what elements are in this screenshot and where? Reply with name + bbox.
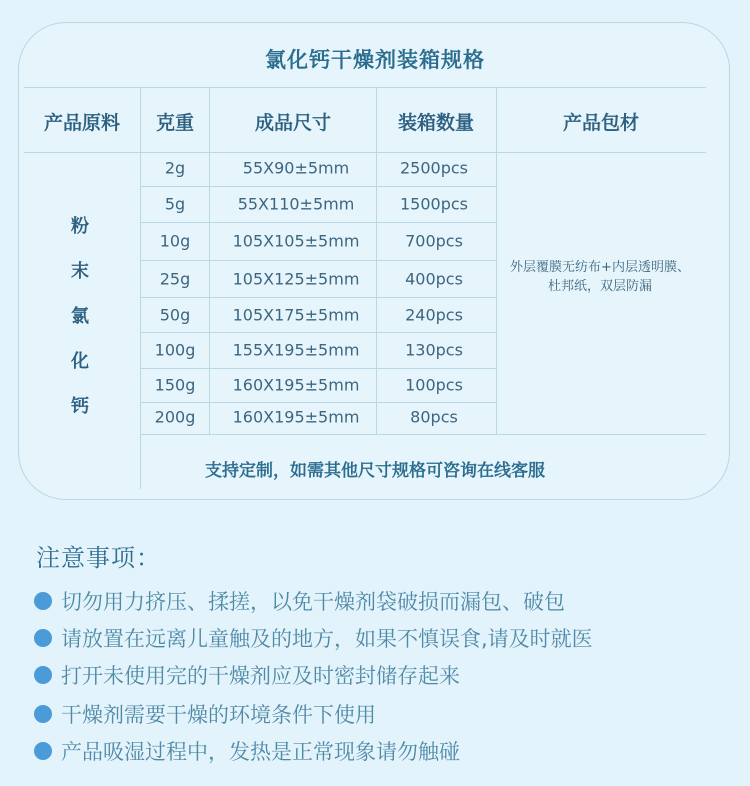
header-quantity: 装箱数量 (397, 112, 475, 134)
weight-cell: 150g (154, 375, 196, 395)
qty-cell: 700pcs (405, 231, 463, 251)
row-divider (140, 222, 496, 223)
raw-material-char: 化 (71, 351, 89, 372)
weight-cell: 5g (164, 194, 186, 214)
raw-material-char: 末 (71, 261, 89, 282)
table-bottom-border (140, 434, 706, 435)
packaging-line: 外层覆膜无纺布+内层透明膜、 (510, 260, 690, 275)
table-title: 氯化钙干燥剂装箱规格 (265, 48, 485, 72)
size-cell: 55X110±5mm (237, 194, 355, 214)
header-weight: 克重 (155, 112, 195, 134)
size-cell: 105X105±5mm (232, 231, 360, 251)
weight-cell: 50g (159, 305, 191, 325)
custom-service-note: 支持定制，如需其他尺寸规格可咨询在线客服 (205, 461, 545, 481)
bullet-icon (34, 592, 52, 610)
table-top-border (24, 87, 706, 88)
size-cell: 55X90±5mm (242, 158, 350, 178)
header-packaging: 产品包材 (562, 112, 640, 134)
header-size: 成品尺寸 (254, 112, 332, 134)
weight-cell: 25g (159, 269, 191, 289)
notes-title: 注意事项： (36, 544, 161, 572)
bullet-icon (34, 666, 52, 684)
header-raw-material: 产品原料 (43, 112, 121, 134)
raw-material-char: 氯 (71, 306, 89, 327)
note-item (34, 736, 460, 766)
qty-cell: 2500pcs (399, 158, 469, 178)
col-divider (140, 87, 141, 489)
qty-cell: 100pcs (405, 375, 463, 395)
packaging-cell (500, 258, 700, 296)
qty-cell: 240pcs (405, 305, 463, 325)
bullet-icon (34, 742, 52, 760)
note-text: 切勿用力挤压、揉搓，以免干燥剂袋破损而漏包、破包 (61, 590, 565, 614)
qty-cell: 1500pcs (399, 194, 469, 214)
note-item (34, 699, 376, 729)
note-text: 打开未使用完的干燥剂应及时密封储存起来 (61, 664, 460, 688)
row-divider (140, 260, 496, 261)
bullet-icon (34, 705, 52, 723)
header-bottom-border (24, 152, 706, 153)
note-item (34, 586, 565, 616)
note-item (34, 623, 593, 653)
size-cell: 105X175±5mm (232, 305, 360, 325)
bullet-icon (34, 629, 52, 647)
note-text: 请放置在远离儿童触及的地方，如果不慎误食,请及时就医 (61, 627, 593, 651)
row-divider (140, 402, 496, 403)
weight-cell: 2g (164, 158, 186, 178)
row-divider (140, 332, 496, 333)
weight-cell: 200g (154, 407, 196, 427)
raw-material-char: 粉 (71, 216, 89, 237)
note-text: 干燥剂需要干燥的环境条件下使用 (61, 703, 376, 727)
qty-cell: 400pcs (405, 269, 463, 289)
qty-cell: 80pcs (410, 407, 458, 427)
weight-cell: 10g (159, 231, 191, 251)
size-cell: 160X195±5mm (232, 375, 360, 395)
note-item (34, 660, 460, 690)
size-cell: 160X195±5mm (232, 407, 360, 427)
row-divider (140, 368, 496, 369)
packaging-line: 杜邦纸，双层防漏 (547, 279, 652, 294)
size-cell: 155X195±5mm (232, 340, 360, 360)
size-cell: 105X125±5mm (232, 269, 360, 289)
row-divider (140, 297, 496, 298)
raw-material-char: 钙 (71, 396, 89, 417)
row-divider (140, 186, 496, 187)
weight-cell: 100g (154, 340, 196, 360)
raw-material-cell (68, 204, 92, 429)
note-text: 产品吸湿过程中，发热是正常现象请勿触碰 (61, 740, 460, 764)
qty-cell: 130pcs (405, 340, 463, 360)
col-divider (496, 87, 497, 434)
